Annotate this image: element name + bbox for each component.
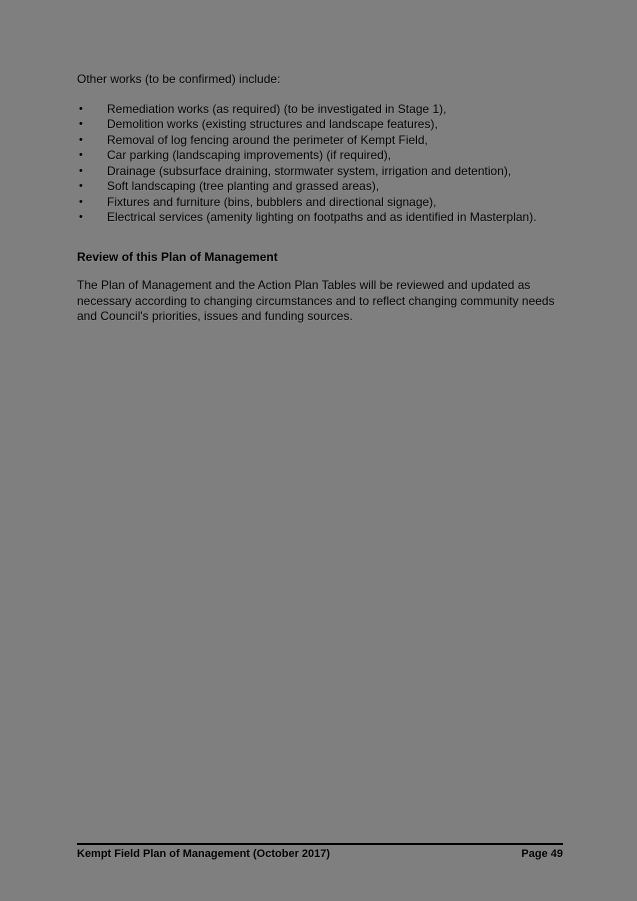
list-item — [77, 148, 563, 164]
bullet-icon: • — [79, 133, 83, 146]
list-item — [77, 195, 563, 211]
list-item-text: Electrical services (amenity lighting on footpaths and as identified in Masterplan). — [107, 210, 537, 224]
footer-divider — [77, 843, 563, 845]
footer-page-number: Page 49 — [521, 848, 563, 860]
list-item-text: Removal of log fencing around the perimeter of Kempt Field, — [107, 132, 428, 147]
list-item — [77, 164, 563, 180]
footer-doc-title: Kempt Field Plan of Management (October 2017) — [77, 848, 331, 860]
list-item-text: Car parking (landscaping improvements) (if required), — [107, 148, 392, 162]
list-item — [77, 133, 563, 149]
other-works-list — [77, 102, 563, 226]
bullet-icon: • — [79, 211, 83, 223]
list-item — [77, 210, 563, 226]
list-item-text: Drainage (subsurface draining, stormwater system, irrigation and detention), — [107, 163, 512, 178]
section-paragraph: The Plan of Management and the Action Plan Tables will be reviewed and updated as necessary according to changing circumstances and to reflect changing community needs and Council's priorities, issues and funding sources. — [77, 278, 555, 323]
list-item — [77, 102, 563, 118]
list-item-text: Soft landscaping (tree planting and grassed areas), — [107, 179, 380, 193]
list-item-text: Remediation works (as required) (to be investigated in Stage 1), — [107, 101, 447, 116]
bullet-icon: • — [79, 118, 83, 130]
page-content — [0, 0, 637, 325]
bullet-icon: • — [79, 164, 83, 177]
bullet-icon: • — [79, 180, 83, 192]
bullet-icon: • — [79, 102, 83, 115]
bullet-icon: • — [79, 149, 83, 161]
footer-row — [77, 848, 563, 861]
list-item-text: Fixtures and furniture (bins, bubblers and directional signage), — [107, 194, 437, 209]
page-footer — [77, 843, 563, 861]
list-item-text: Demolition works (existing structures and landscape features), — [107, 117, 438, 131]
list-item — [77, 179, 563, 195]
section-heading: Review of this Plan of Management — [77, 249, 278, 264]
bullet-icon: • — [79, 195, 83, 208]
list-item — [77, 117, 563, 133]
intro-paragraph: Other works (to be confirmed) include: — [77, 72, 281, 86]
